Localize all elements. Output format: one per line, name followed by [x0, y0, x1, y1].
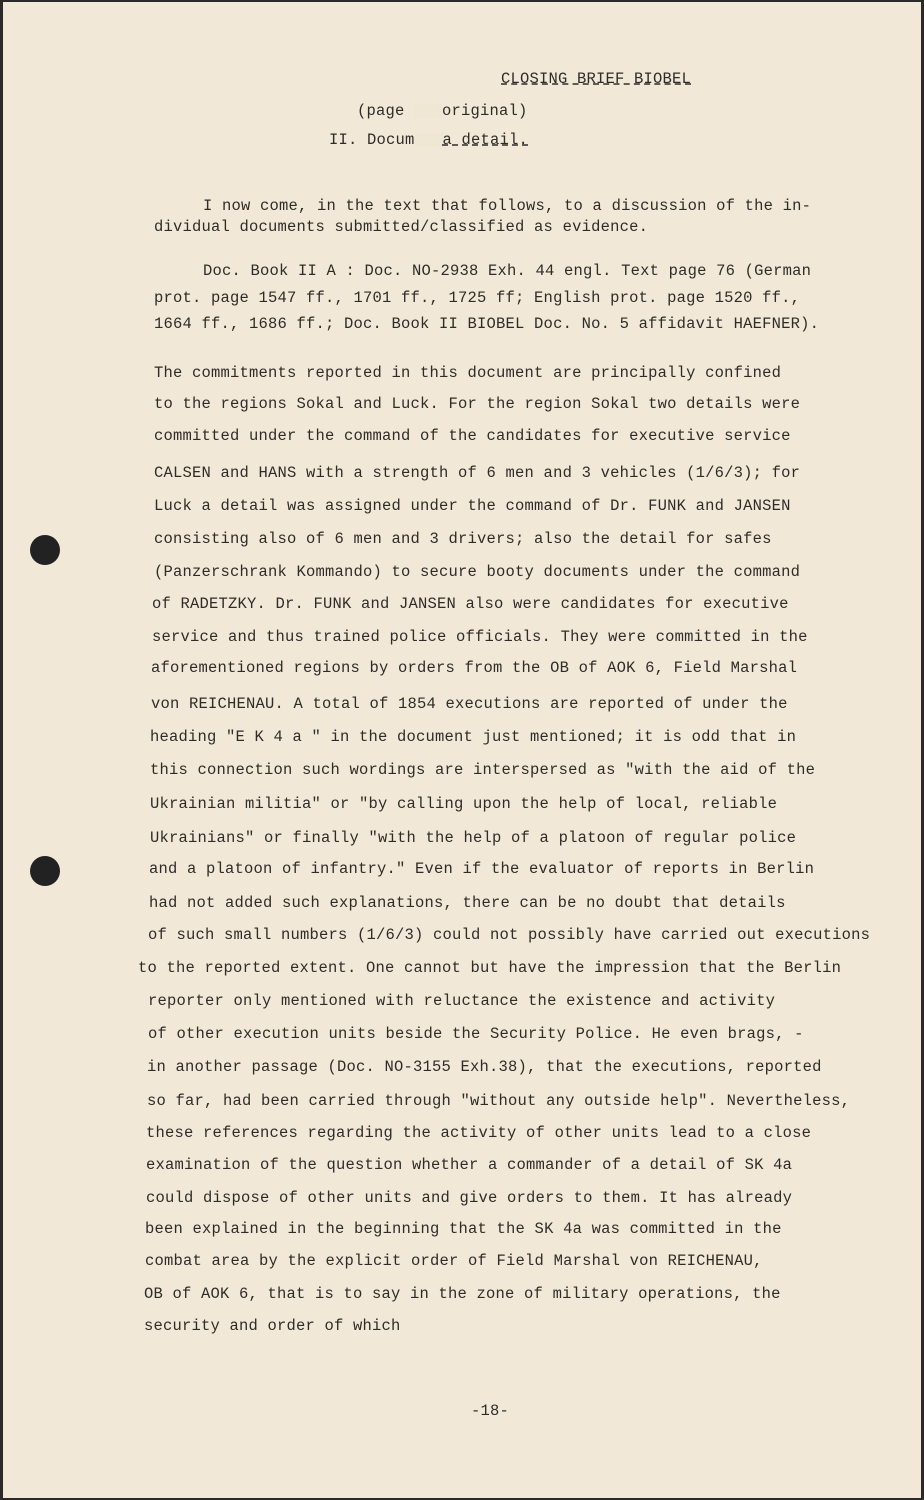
body-line: been explained in the beginning that the SK 4a was committed in the: [145, 1220, 782, 1238]
body-line: Luck a detail was assigned under the command of Dr. FUNK and JANSEN: [154, 497, 791, 515]
body-line: to the regions Sokal and Luck. For the region Sokal two details were: [154, 395, 801, 413]
body-line: of such small numbers (1/6/3) could not possibly have carried out executions: [148, 926, 871, 944]
body-line: of RADETZKY. Dr. FUNK and JANSEN also were candidates for executive: [152, 595, 789, 613]
page-reference: [357, 101, 528, 121]
body-line: von REICHENAU. A total of 1854 executions are reported of under the: [151, 695, 788, 713]
body-line: to the reported extent. One cannot but have the impression that the Berlin: [138, 959, 842, 977]
body-line: in another passage (Doc. NO-3155 Exh.38), that the executions, reported: [147, 1058, 822, 1076]
body-line: of other execution units beside the Security Police. He even brags, -: [148, 1025, 804, 1043]
punch-hole-top: [30, 535, 60, 565]
body-line: aforementioned regions by orders from the OB of AOK 6, Field Marshal: [151, 659, 798, 677]
body-line: reporter only mentioned with reluctance the existence and activity: [148, 992, 776, 1010]
body-line: service and thus trained police officials. They were committed in the: [152, 628, 808, 646]
section-heading: [329, 130, 528, 150]
punch-hole-bottom: [30, 856, 60, 886]
body-line: examination of the question whether a commander of a detail of SK 4a: [146, 1156, 793, 1174]
section-heading-start: II. Docum: [329, 131, 415, 149]
body-line: (Panzerschrank Kommando) to secure booty documents under the command: [154, 563, 801, 581]
body-line: heading "E K 4 a " in the document just mentioned; it is odd that in: [150, 728, 797, 746]
body-line: could dispose of other units and give orders to them. It has already: [146, 1189, 793, 1207]
intro-line: I now come, in the text that follows, to a discussion of the in-: [203, 197, 812, 215]
citation-line: Doc. Book II A : Doc. NO-2938 Exh. 44 engl. Text page 76 (German: [203, 262, 812, 280]
body-line: Ukrainians" or finally "with the help of a platoon of regular police: [150, 829, 797, 847]
body-line: committed under the command of the candidates for executive service: [154, 427, 791, 445]
body-line: CALSEN and HANS with a strength of 6 men and 3 vehicles (1/6/3); for: [154, 464, 801, 482]
text-gap: [414, 104, 442, 118]
body-line: OB of AOK 6, that is to say in the zone of military operations, the: [144, 1285, 781, 1303]
body-line: The commitments reported in this document are principally confined: [154, 364, 782, 382]
body-line: and a platoon of infantry." Even if the evaluator of reports in Berlin: [149, 860, 815, 878]
body-line: combat area by the explicit order of Field Marshal von REICHENAU,: [145, 1252, 763, 1270]
body-line: had not added such explanations, there can be no doubt that details: [149, 894, 786, 912]
citation-line: 1664 ff., 1686 ff.; Doc. Book II BIOBEL Doc. No. 5 affidavit HAEFNER).: [154, 315, 820, 333]
page-reference-end: original): [442, 102, 528, 120]
citation-line: prot. page 1547 ff., 1701 ff., 1725 ff; English prot. page 1520 ff.,: [154, 289, 801, 307]
body-line: consisting also of 6 men and 3 drivers; also the detail for safes: [154, 530, 772, 548]
document-title: CLOSING BRIEF BIOBEL: [501, 70, 692, 88]
body-line: security and order of which: [144, 1317, 401, 1335]
body-line: Ukrainian militia" or "by calling upon the help of local, reliable: [150, 795, 778, 813]
text-gap: [415, 133, 443, 147]
page-reference-start: (page: [357, 102, 415, 120]
document-page: [3, 2, 921, 1498]
section-heading-end: a detail.: [442, 131, 529, 149]
body-line: these references regarding the activity of other units lead to a close: [146, 1124, 812, 1142]
intro-line: dividual documents submitted/classified as evidence.: [154, 218, 649, 236]
body-line: so far, had been carried through "without any outside help". Nevertheless,: [147, 1092, 851, 1110]
page-number: -18-: [471, 1402, 510, 1420]
body-line: this connection such wordings are interspersed as "with the aid of the: [150, 761, 816, 779]
